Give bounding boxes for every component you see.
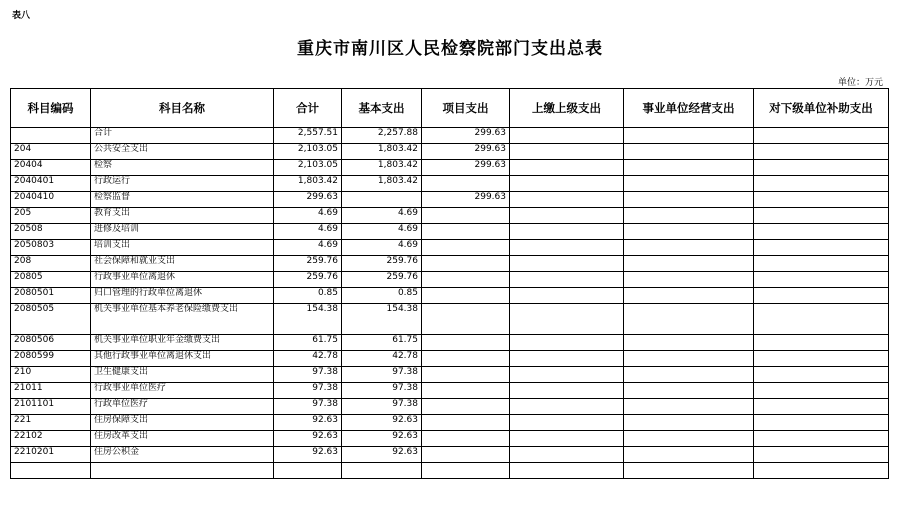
code-cell — [11, 128, 91, 144]
name-cell: 住房改革支出 — [91, 431, 274, 447]
empty-cell — [754, 431, 889, 447]
table-row — [11, 176, 889, 192]
empty-cell — [754, 383, 889, 399]
project-cell — [422, 224, 510, 240]
empty-cell — [754, 256, 889, 272]
column-header: 合计 — [274, 89, 342, 128]
code-cell: 208 — [11, 256, 91, 272]
empty-cell — [754, 128, 889, 144]
empty-cell — [754, 351, 889, 367]
total-cell: 2,103.05 — [274, 160, 342, 176]
total-cell: 1,803.42 — [274, 176, 342, 192]
empty-cell — [510, 463, 624, 479]
total-cell: 299.63 — [274, 192, 342, 208]
total-cell: 0.85 — [274, 288, 342, 304]
table-label: 表八 — [12, 11, 31, 21]
code-cell: 210 — [11, 367, 91, 383]
project-cell: 299.63 — [422, 192, 510, 208]
basic-cell: 1,803.42 — [342, 176, 422, 192]
empty-cell — [624, 463, 754, 479]
empty-cell — [624, 351, 754, 367]
name-cell: 行政运行 — [91, 176, 274, 192]
project-cell — [422, 351, 510, 367]
name-cell: 机关事业单位职业年金缴费支出 — [91, 335, 274, 351]
project-cell — [422, 367, 510, 383]
project-cell — [422, 431, 510, 447]
table-row — [11, 367, 889, 383]
table-row — [11, 240, 889, 256]
name-cell: 社会保障和就业支出 — [91, 256, 274, 272]
basic-cell: 92.63 — [342, 431, 422, 447]
basic-cell — [342, 463, 422, 479]
empty-cell — [510, 288, 624, 304]
empty-cell — [510, 415, 624, 431]
total-cell: 97.38 — [274, 367, 342, 383]
total-cell: 2,103.05 — [274, 144, 342, 160]
code-cell: 2040410 — [11, 192, 91, 208]
unit-label: 单位：万元 — [837, 78, 883, 88]
code-cell: 20404 — [11, 160, 91, 176]
project-cell — [422, 208, 510, 224]
project-cell — [422, 240, 510, 256]
name-cell — [91, 463, 274, 479]
name-cell: 机关事业单位基本养老保险缴费支出 — [91, 304, 274, 335]
empty-cell — [624, 160, 754, 176]
empty-cell — [624, 256, 754, 272]
total-cell: 154.38 — [274, 304, 342, 335]
total-cell: 4.69 — [274, 208, 342, 224]
empty-cell — [624, 415, 754, 431]
project-cell — [422, 176, 510, 192]
empty-cell — [624, 335, 754, 351]
empty-cell — [754, 240, 889, 256]
empty-cell — [510, 144, 624, 160]
basic-cell: 1,803.42 — [342, 144, 422, 160]
column-header: 项目支出 — [422, 89, 510, 128]
total-cell: 97.38 — [274, 399, 342, 415]
project-cell: 299.63 — [422, 128, 510, 144]
project-cell: 299.63 — [422, 160, 510, 176]
project-cell — [422, 335, 510, 351]
name-cell: 行政事业单位医疗 — [91, 383, 274, 399]
total-cell: 92.63 — [274, 415, 342, 431]
basic-cell: 2,257.88 — [342, 128, 422, 144]
column-header: 对下级单位补助支出 — [754, 89, 889, 128]
empty-cell — [754, 335, 889, 351]
total-cell: 259.76 — [274, 272, 342, 288]
basic-cell: 97.38 — [342, 367, 422, 383]
basic-cell — [342, 192, 422, 208]
empty-cell — [624, 447, 754, 463]
table-row — [11, 304, 889, 335]
empty-cell — [510, 447, 624, 463]
empty-cell — [510, 256, 624, 272]
table-row — [11, 192, 889, 208]
empty-cell — [754, 224, 889, 240]
project-cell — [422, 447, 510, 463]
page-title: 重庆市南川区人民检察院部门支出总表 — [297, 39, 603, 59]
empty-cell — [510, 128, 624, 144]
table-row — [11, 463, 889, 479]
empty-cell — [624, 224, 754, 240]
code-cell: 2040401 — [11, 176, 91, 192]
total-cell: 92.63 — [274, 447, 342, 463]
name-cell: 教育支出 — [91, 208, 274, 224]
table-row — [11, 415, 889, 431]
code-cell: 221 — [11, 415, 91, 431]
total-cell: 92.63 — [274, 431, 342, 447]
column-header: 事业单位经营支出 — [624, 89, 754, 128]
empty-cell — [624, 431, 754, 447]
name-cell: 进修及培训 — [91, 224, 274, 240]
code-cell: 2101101 — [11, 399, 91, 415]
table-row — [11, 351, 889, 367]
empty-cell — [754, 415, 889, 431]
empty-cell — [510, 224, 624, 240]
empty-cell — [624, 192, 754, 208]
total-cell: 4.69 — [274, 240, 342, 256]
empty-cell — [624, 288, 754, 304]
empty-cell — [510, 304, 624, 335]
empty-cell — [510, 272, 624, 288]
table-row — [11, 208, 889, 224]
basic-cell: 259.76 — [342, 256, 422, 272]
column-header: 基本支出 — [342, 89, 422, 128]
code-cell: 2080501 — [11, 288, 91, 304]
table-row — [11, 399, 889, 415]
code-cell — [11, 463, 91, 479]
project-cell — [422, 304, 510, 335]
name-cell: 卫生健康支出 — [91, 367, 274, 383]
project-cell — [422, 272, 510, 288]
total-cell: 61.75 — [274, 335, 342, 351]
empty-cell — [624, 383, 754, 399]
empty-cell — [624, 176, 754, 192]
name-cell: 培训支出 — [91, 240, 274, 256]
empty-cell — [624, 144, 754, 160]
empty-cell — [510, 431, 624, 447]
project-cell — [422, 288, 510, 304]
table-header-row — [11, 89, 889, 128]
empty-cell — [624, 399, 754, 415]
project-cell — [422, 383, 510, 399]
code-cell: 2080506 — [11, 335, 91, 351]
total-cell: 97.38 — [274, 383, 342, 399]
code-cell: 22102 — [11, 431, 91, 447]
name-cell: 住房公积金 — [91, 447, 274, 463]
table-row — [11, 335, 889, 351]
empty-cell — [510, 383, 624, 399]
basic-cell: 259.76 — [342, 272, 422, 288]
empty-cell — [624, 128, 754, 144]
empty-cell — [624, 208, 754, 224]
name-cell: 归口管理的行政单位离退休 — [91, 288, 274, 304]
table-row — [11, 272, 889, 288]
name-cell: 住房保障支出 — [91, 415, 274, 431]
empty-cell — [510, 176, 624, 192]
empty-cell — [510, 399, 624, 415]
name-cell: 检察 — [91, 160, 274, 176]
empty-cell — [624, 272, 754, 288]
empty-cell — [510, 351, 624, 367]
code-cell: 2210201 — [11, 447, 91, 463]
empty-cell — [510, 240, 624, 256]
basic-cell: 92.63 — [342, 415, 422, 431]
name-cell: 合计 — [91, 128, 274, 144]
empty-cell — [510, 208, 624, 224]
empty-cell — [510, 160, 624, 176]
empty-cell — [754, 367, 889, 383]
empty-cell — [754, 208, 889, 224]
total-cell: 259.76 — [274, 256, 342, 272]
code-cell: 204 — [11, 144, 91, 160]
total-cell: 2,557.51 — [274, 128, 342, 144]
table-row — [11, 144, 889, 160]
empty-cell — [754, 463, 889, 479]
basic-cell: 92.63 — [342, 447, 422, 463]
name-cell: 行政事业单位离退休 — [91, 272, 274, 288]
project-cell — [422, 256, 510, 272]
empty-cell — [754, 288, 889, 304]
basic-cell: 154.38 — [342, 304, 422, 335]
empty-cell — [754, 304, 889, 335]
empty-cell — [754, 399, 889, 415]
basic-cell: 4.69 — [342, 240, 422, 256]
code-cell: 2050803 — [11, 240, 91, 256]
table-row — [11, 224, 889, 240]
table-row — [11, 160, 889, 176]
code-cell: 21011 — [11, 383, 91, 399]
code-cell: 205 — [11, 208, 91, 224]
name-cell: 其他行政事业单位离退休支出 — [91, 351, 274, 367]
empty-cell — [754, 447, 889, 463]
name-cell: 检察监督 — [91, 192, 274, 208]
name-cell: 公共安全支出 — [91, 144, 274, 160]
basic-cell: 1,803.42 — [342, 160, 422, 176]
table-row — [11, 447, 889, 463]
total-cell: 42.78 — [274, 351, 342, 367]
empty-cell — [754, 176, 889, 192]
code-cell: 20508 — [11, 224, 91, 240]
basic-cell: 0.85 — [342, 288, 422, 304]
total-cell: 4.69 — [274, 224, 342, 240]
column-header: 科目编码 — [11, 89, 91, 128]
code-cell: 2080505 — [11, 304, 91, 335]
code-cell: 2080599 — [11, 351, 91, 367]
code-cell: 20805 — [11, 272, 91, 288]
empty-cell — [754, 144, 889, 160]
name-cell: 行政单位医疗 — [91, 399, 274, 415]
empty-cell — [510, 192, 624, 208]
empty-cell — [754, 160, 889, 176]
empty-cell — [624, 304, 754, 335]
table-body — [11, 128, 889, 479]
empty-cell — [510, 367, 624, 383]
project-cell — [422, 415, 510, 431]
expenditure-table — [10, 88, 889, 479]
empty-cell — [754, 192, 889, 208]
empty-cell — [510, 335, 624, 351]
table-row — [11, 288, 889, 304]
empty-cell — [624, 367, 754, 383]
basic-cell: 61.75 — [342, 335, 422, 351]
basic-cell: 4.69 — [342, 208, 422, 224]
empty-cell — [624, 240, 754, 256]
table-row — [11, 128, 889, 144]
basic-cell: 97.38 — [342, 383, 422, 399]
table-row — [11, 383, 889, 399]
basic-cell: 4.69 — [342, 224, 422, 240]
basic-cell: 42.78 — [342, 351, 422, 367]
total-cell — [274, 463, 342, 479]
project-cell — [422, 463, 510, 479]
empty-cell — [754, 272, 889, 288]
basic-cell: 97.38 — [342, 399, 422, 415]
project-cell: 299.63 — [422, 144, 510, 160]
table-row — [11, 431, 889, 447]
table-row — [11, 256, 889, 272]
project-cell — [422, 399, 510, 415]
column-header: 上缴上级支出 — [510, 89, 624, 128]
column-header: 科目名称 — [91, 89, 274, 128]
